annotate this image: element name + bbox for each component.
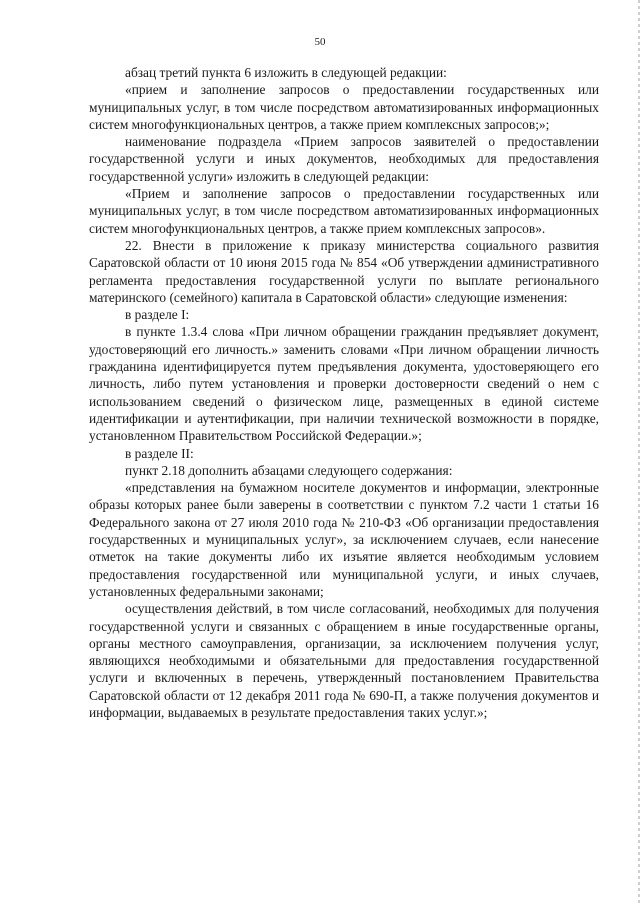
paragraph-3: наименование подраздела «Прием запросов заявителей о предоставлении государственной услуги и иных документов, необходимых для предоставления государственной услуги» изложить в следующей редакции:	[89, 134, 599, 184]
paragraph-10: «представления на бумажном носителе документов и информации, электронные образы которых ранее были заверены в соответствии с пунктом 7.2 части 1 статьи 16 Федерального закона от 27 июля 2010 года № 210-ФЗ «Об организации предоставления государственных и муниципальных услуг», за исключением случаев, если нанесение отметок на такие документы либо их изъятие является необходимым условием предоставления государственной или муниципальной услуги, и иных случаев, установленных федеральными законами;	[89, 480, 599, 599]
paragraph-1: абзац третий пункта 6 изложить в следующей редакции:	[125, 65, 447, 80]
paragraph-7: в пункте 1.3.4 слова «При личном обращении гражданин предъявляет документ, удостоверяющий его личность.» заменить словами «При личном обращении личность гражданина идентифицируется путем предъявления документа, удостоверяющего его личность, либо путем установления и проверки достоверности сведений о нем с использованием сведений о физическом лице, размещенных в единой системе идентификации и аутентификации, при наличии технической возможности в порядке, установленном Правительством Российской Федерации.»;	[89, 324, 599, 444]
paragraph-5: 22. Внести в приложение к приказу министерства социального развития Саратовской области от 10 июня 2015 года № 854 «Об утверждении административного регламента предоставления государственной услуги по выплате регионального материнского (семейного) капитала в Саратовской области» следующие изменения:	[89, 237, 599, 305]
document-body	[89, 64, 599, 721]
paragraph-6: в разделе I:	[125, 307, 190, 323]
paragraph-9: пункт 2.18 дополнить абзацами следующего содержания:	[125, 462, 453, 478]
page-number: 50	[314, 36, 326, 48]
paragraph-2: «прием и заполнение запросов о предоставлении государственных или муниципальных услуг, в том числе посредством автоматизированных информационных систем многофункциональных центров, а также прием комплексных запросов;»;	[89, 82, 599, 132]
paragraph-11: осуществления действий, в том числе согласований, необходимых для получения государственной услуги и связанных с обращением в иные государственные органы, органы местного самоуправления, организации, за исключением получения услуг, являющихся необходимыми и обязательными для предоставления государственной услуги и включенных в перечень, утвержденный постановлением Правительства Саратовской области от 12 декабря 2011 года № 690-П, а также получения документов и информации, выдаваемых в результате предоставления таких услуг.»;	[89, 601, 599, 720]
paragraph-8: в разделе II:	[125, 445, 194, 461]
paragraph-4: «Прием и заполнение запросов о предоставлении государственных или муниципальных услуг, в том числе посредством автоматизированных информационных систем многофункциональных центров, а также прием комплексных запросов».	[89, 186, 599, 236]
